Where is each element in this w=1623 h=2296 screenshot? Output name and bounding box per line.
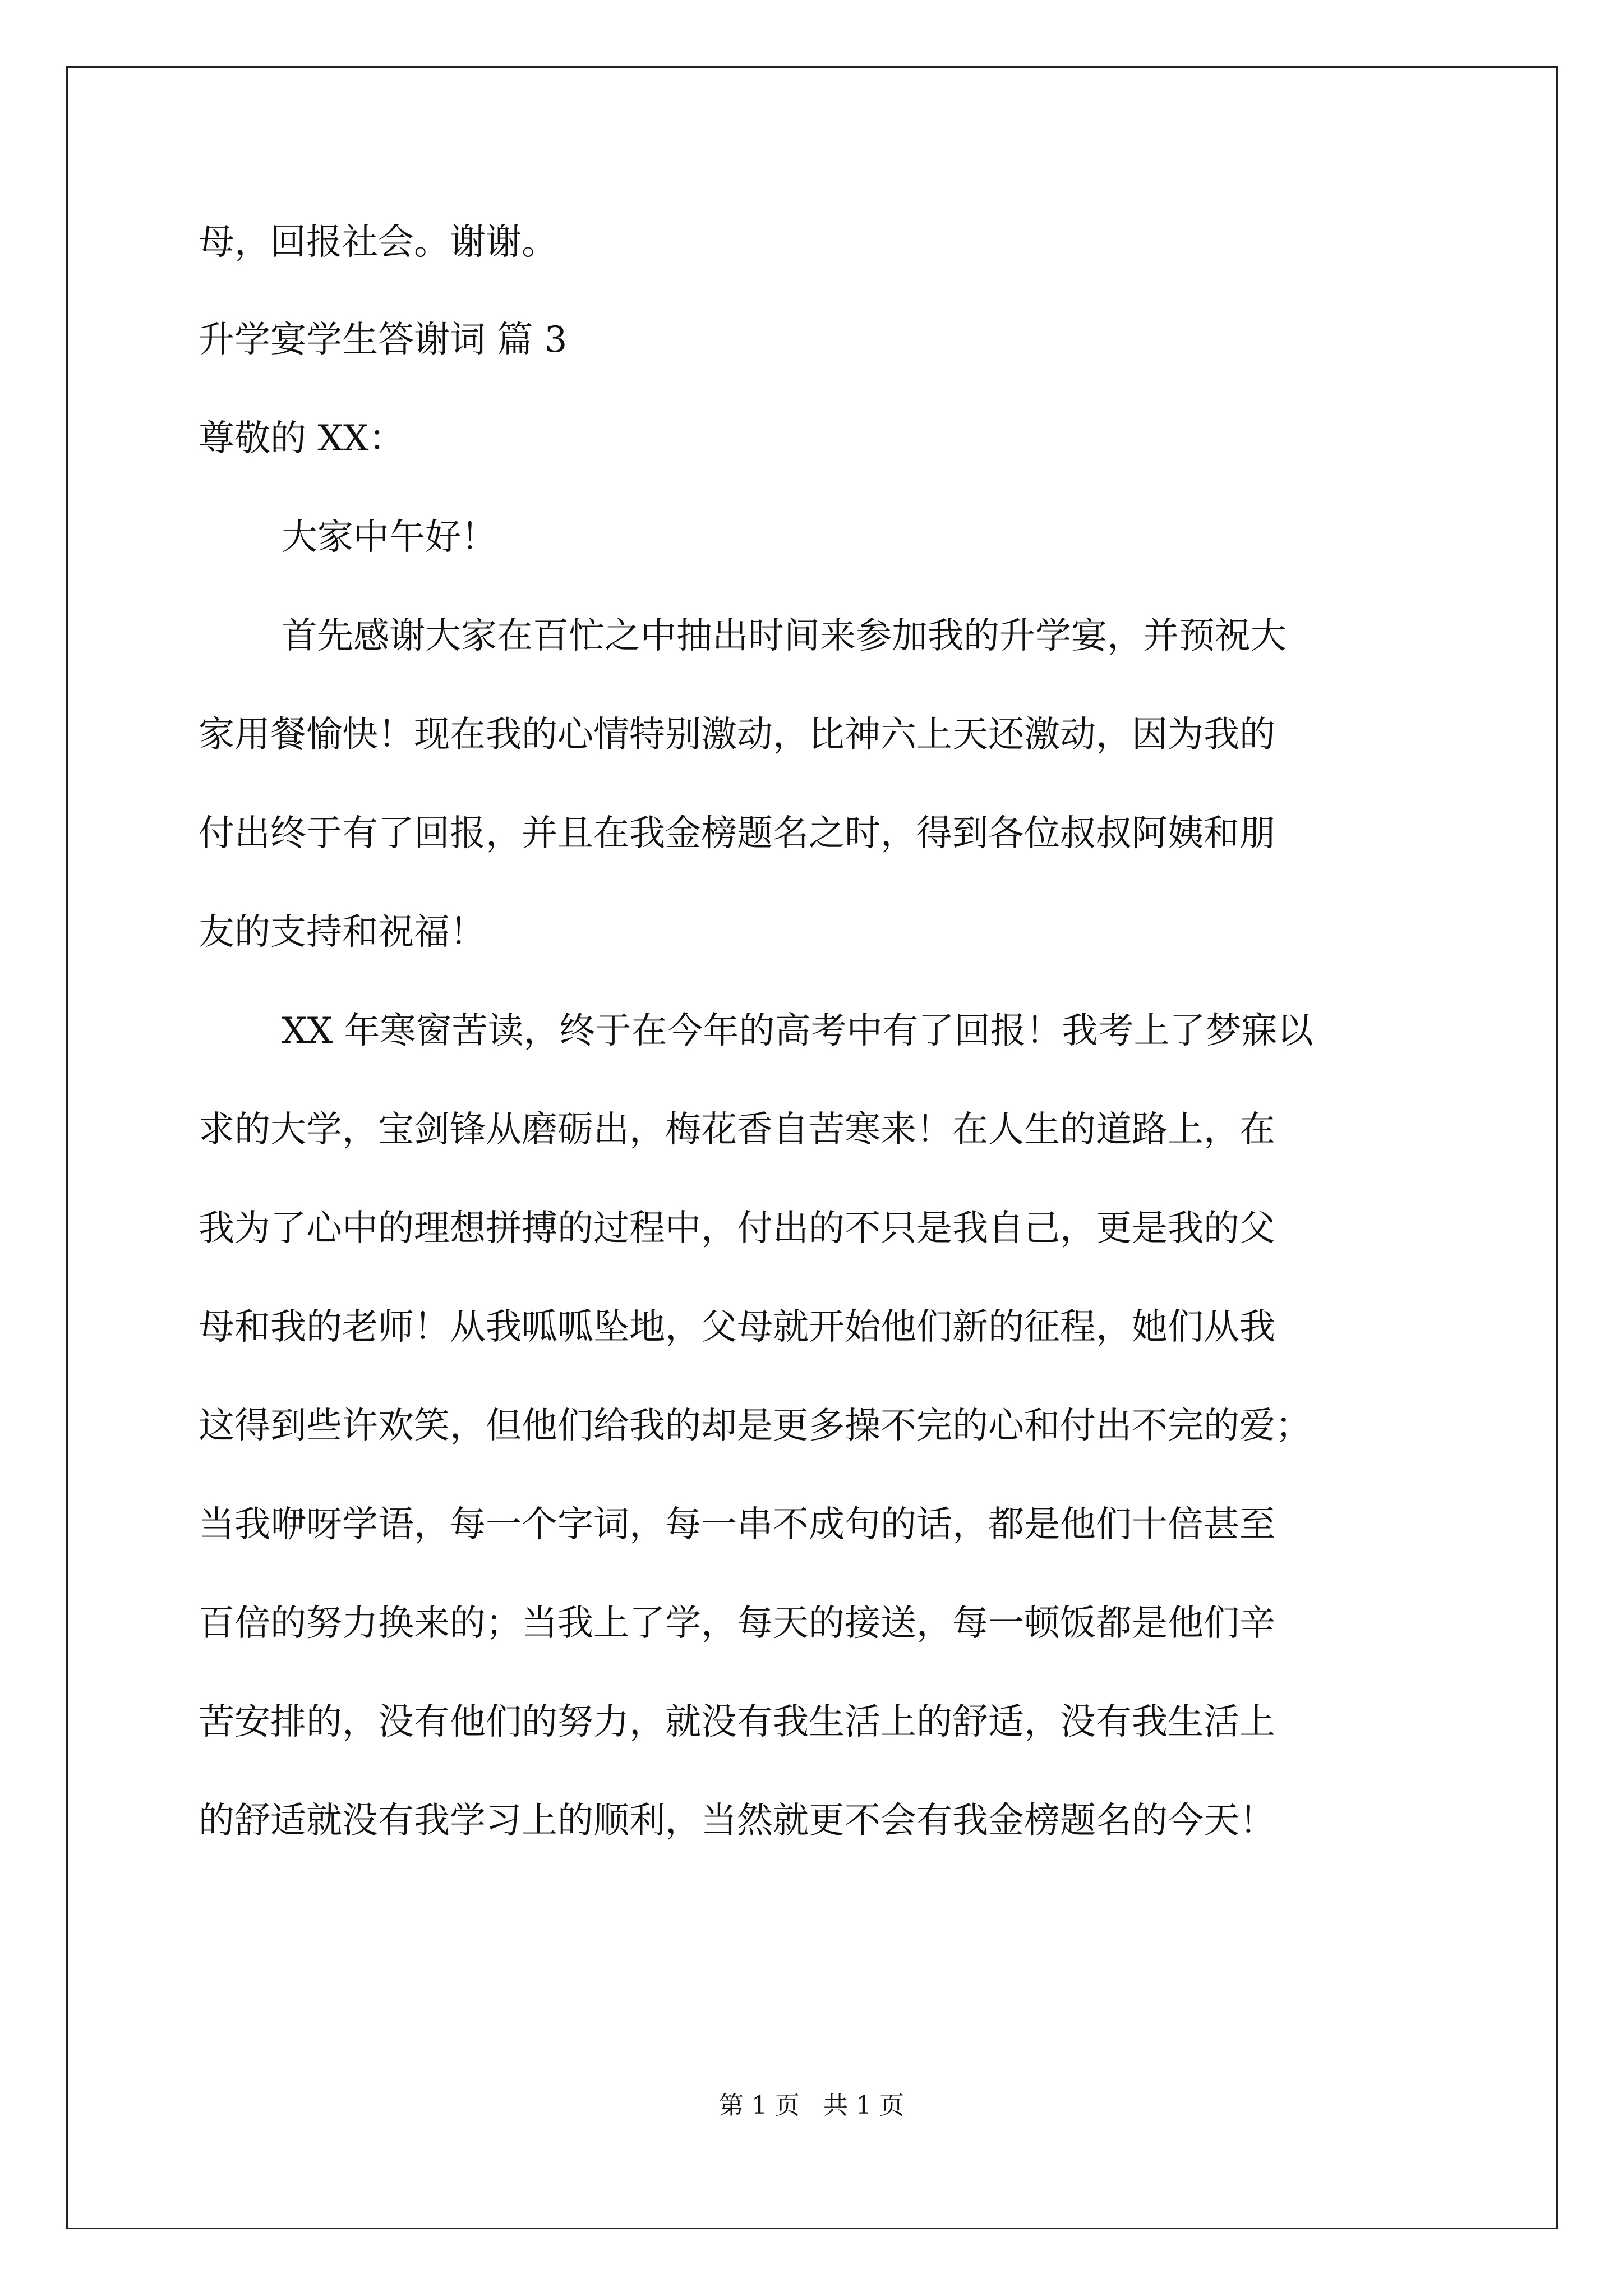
paragraph-line: 母和我的老师！从我呱呱坠地，父母就开始他们新的征程，她们从我 [199,1306,1275,1348]
paragraph-line: 我为了心中的理想拼搏的过程中，付出的不只是我自己，更是我的父 [199,1208,1275,1249]
paragraph-line: XX 年寒窗苦读，终于在今年的高考中有了回报！我考上了梦寐以 [282,1010,1313,1052]
salutation: 尊敬的 XX： [199,418,405,459]
paragraph-line: 百倍的努力换来的；当我上了学，每天的接送，每一顿饭都是他们辛 [199,1603,1275,1644]
text-line: 母，回报社会。谢谢。 [199,222,557,263]
greeting: 大家中午好！ [282,517,497,558]
paragraph-line: 友的支持和祝福！ [199,912,486,953]
paragraph-line: 这得到些许欢笑，但他们给我的却是更多操不完的心和付出不完的爱； [199,1405,1311,1447]
page-footer: 第 1 页 共 1 页 [719,2091,904,2120]
paragraph-line: 苦安排的，没有他们的努力，就没有我生活上的舒适，没有我生活上 [199,1701,1275,1743]
paragraph-line: 家用餐愉快！现在我的心情特别激动，比神六上天还激动，因为我的 [199,714,1275,756]
paragraph-line: 的舒适就没有我学习上的顺利，当然就更不会有我金榜题名的今天！ [199,1800,1275,1842]
section-heading: 升学宴学生答谢词 篇 3 [199,319,568,361]
paragraph-line: 当我咿呀学语，每一个字词，每一串不成句的话，都是他们十倍甚至 [199,1504,1275,1545]
paragraph-line: 付出终于有了回报，并且在我金榜题名之时，得到各位叔叔阿姨和朋 [199,813,1275,854]
paragraph-line: 首先感谢大家在百忙之中抽出时间来参加我的升学宴，并预祝大 [282,615,1287,657]
paragraph-line: 求的大学，宝剑锋从磨砺出，梅花香自苦寒来！在人生的道路上，在 [199,1109,1275,1151]
